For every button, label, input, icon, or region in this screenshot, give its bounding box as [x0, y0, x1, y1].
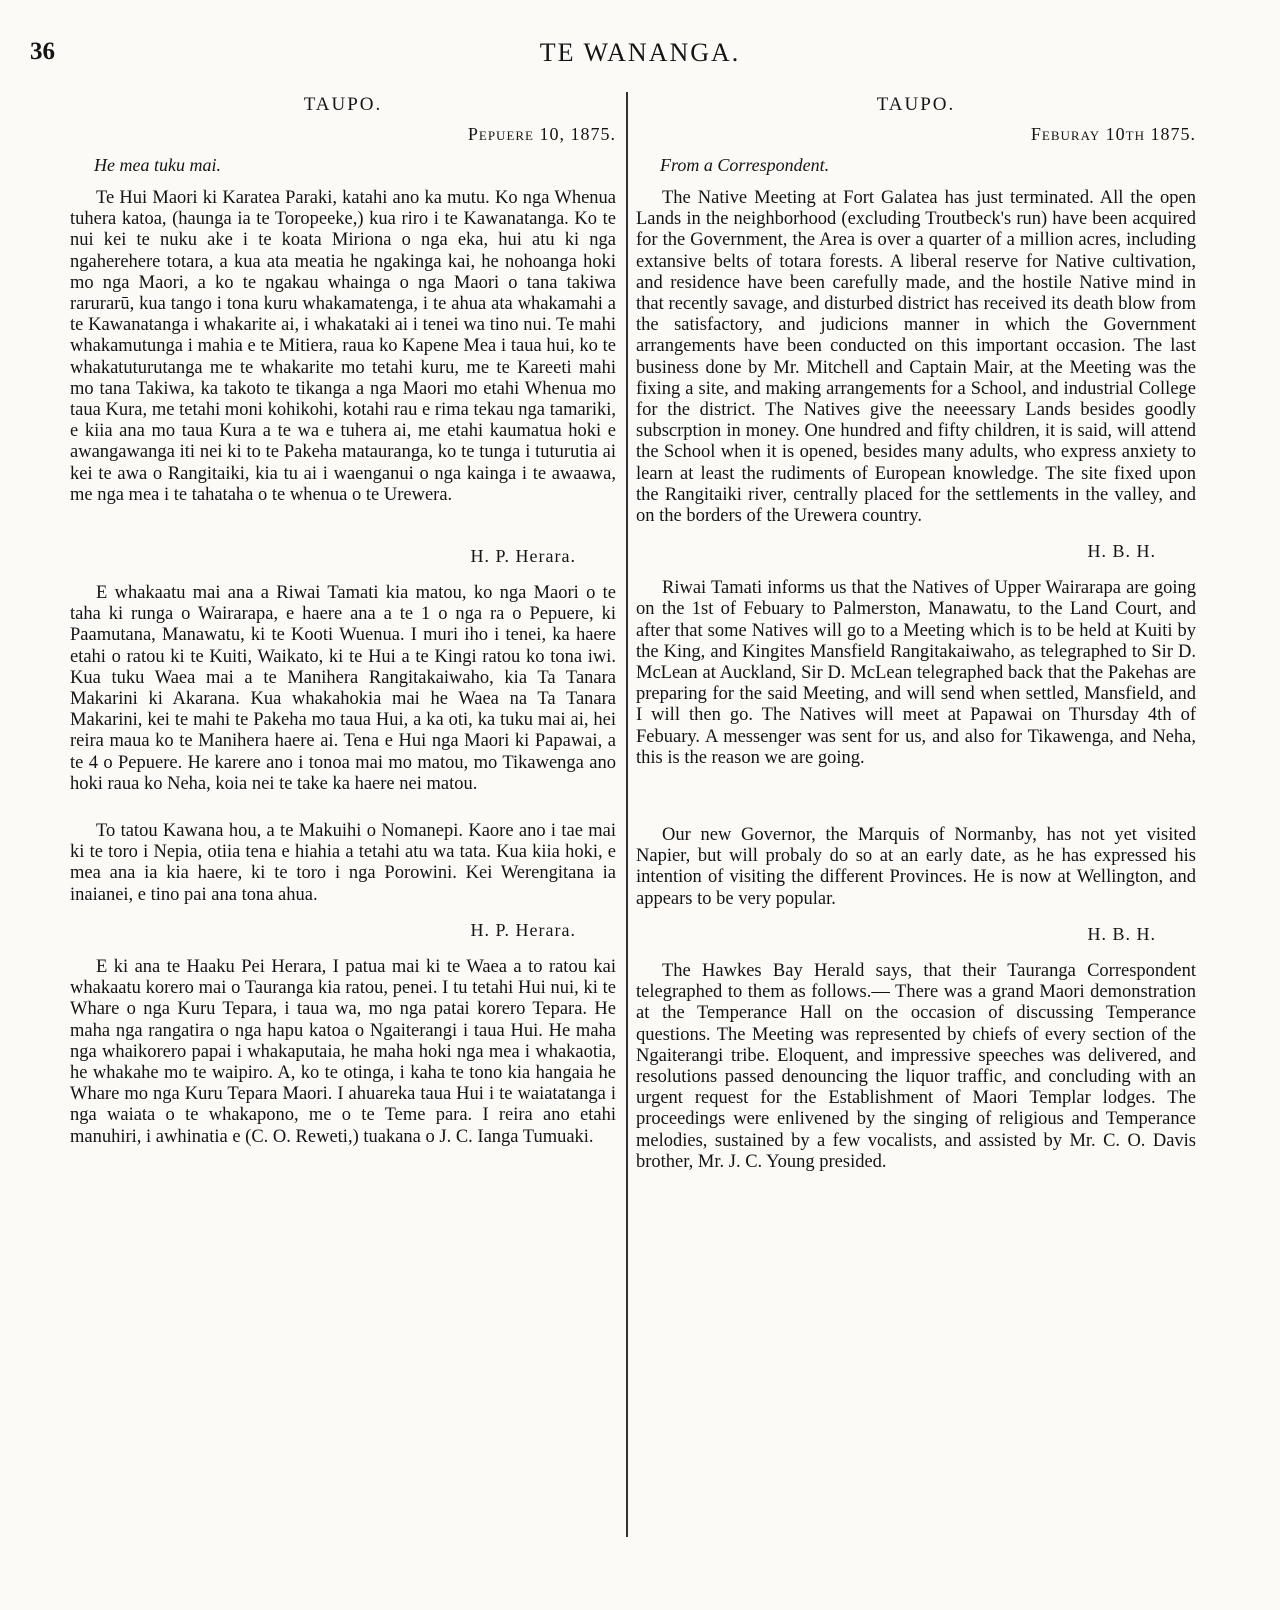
article-paragraph: Te Hui Maori ki Karatea Paraki, katahi ano ka mutu. Ko nga Whenua tuhera katoa, (haunga ia te Toropeeke,) kua riro i te Kawanatanga. Ko te nui kei te nuku ake i te koata Miriona o nga eka, hui atu ki nga ngaherehere totara, a kua ata meatia he ngakinga kai, he nohoanga hoki mo nga Maori, a ko te ngakau whainga o nga Maori o tana takiwa rarurarū, kua tango i tona kuru whakamatenga, i te ahua ata whakamahi a te Kawanatanga i whakarite ai, i whakataki ai i tenei wa tino nui. Te mahi whakamutunga i mahia e te Mitiera, raua ko Kapene Mea i taua hui, ko te whakatuturutanga me te whakarite mo tetahi kuru, me te Kareeti mahi mo tana Takiwa, ka takoto te tikanga a nga Maori mo etahi Whenua mo taua Kura, me tetahi moni kohikohi, kotahi rau e rima tekau nga tamariki, e kiia ana mo taua Kura a te wa e tuhera ai, me etahi kaumatua hoki e awangawanga iti nei ki to te Pakeha matauranga, ko te tunga i tuturutia ai kei te awa o Rangitaiki, kia tu ai i waenganui o nga kainga i te awaawa, me nga mea i te tahataha o te whenua o te Urewera. — [70, 188, 616, 505]
signature: H. B. H. — [1087, 923, 1156, 944]
section-place: TAUPO. — [876, 94, 956, 115]
column-divider — [626, 92, 628, 1537]
section-place: TAUPO. — [303, 94, 383, 115]
page-number: 36 — [30, 38, 55, 65]
section-date: Feburay 10th 1875. — [1030, 124, 1196, 144]
section-date: Pepuere 10, 1875. — [467, 124, 616, 144]
article-paragraph: The Native Meeting at Fort Galatea has just terminated. All the open Lands in the neighborhood (excluding Troutbeck's run) have been acquired for the Government, the Area is over a quarter of a million acres, including extansive belts of totara forests. A liberal reserve for Native cultivation, and residence have been carefully made, and the hostile Native mind in that recently savage, and disturbed district has received its death blow from the satisfactory, and judicions manner in which the Government arrangements have been conducted on this important occasion. The last business done by Mr. Mitchell and Captain Mair, at the Meeting was the fixing a site, and making arrangements for a School, and industrial College for the district. The Natives give the neeessary Lands besides goodly subscrption in money. One hundred and fifty children, it is said, will attend the School when it is opened, besides many adults, who express anxiety to learn at least the rudiments of European knowledge. The site fixed upon the Rangitaiki river, centrally placed for the settlements in the valley, and on the borders of the Urewera country. — [636, 188, 1196, 527]
signature: H. B. H. — [1087, 541, 1156, 562]
signature: H. P. Herara. — [470, 546, 576, 567]
article-paragraph: E whakaatu mai ana a Riwai Tamati kia matou, ko nga Maori o te taha ki runga o Wairarapa, e haere ana a te 1 o nga ra o Pepuere, ki Paamutana, Manawatu, ki te Kooti Wuenua. I muri iho i tenei, ka haere etahi o ratou ki te Kuiti, Waikato, ki te Hui a te Kingi ratou ko tona iwi. Kua tuku Waea mai a te Manihera Rangitakaiwaho, kia Ta Tanara Makarini ki Akarana. Kua whakahokia mai he Waea na Ta Tanara Makarini, kei te mahi te Pakeha mo taua Hui, a ka oti, ka tuku mai ai, hei reira maua ko te Manihera haere ai. Tena e Hui nga Maori ki Papawai, a te 4 o Pepuere. He karere ano i tonoa mai mo matou, mo Tikawenga ano hoki raua ko Neha, koia nei te take ka haere nei matou. — [70, 583, 616, 794]
article-paragraph: The Hawkes Bay Herald says, that their Tauranga Correspondent telegraphed to them as follows.— There was a grand Maori demonstration at the Temperance Hall on the occasion of discussing Temperance questions. The Meeting was represented by chiefs of every section of the Ngaiterangi tribe. Eloquent, and impressive speeches was delivered, and resolutions passed denouncing the liquor traffic, and concluding with an urgent request for the Establishment of Maori Templar lodges. The proceedings were enlivened by the singing of religious and Temperance melodies, sustained by a few vocalists, and assisted by Mr. C. O. Davis brother, Mr. J. C. Young presided. — [636, 960, 1196, 1172]
byline: He mea tuku mai. — [94, 155, 221, 175]
signature: H. P. Herara. — [470, 919, 576, 940]
article-paragraph: E ki ana te Haaku Pei Herara, I patua mai ki te Waea a to ratou kai whakaatu korero mai o Tauranga kia ratou, penei. I tu tetahi Hui nui, ki te Whare o nga Kuru Tepara, i taua wa, mo nga patai korero Tepara. He maha nga rangatira o nga hapu katoa o Ngaiterangi i taua Hui. He maha nga whaikorero papai i whakaputaia, he maha hoki nga mea i whakaotia, he whakahe mo te waipiro. A, ko te otinga, i kaha te tono kia hangaia he Whare mo nga Kuru Tepara Maori. I ahuareka taua Hui i te waiatatanga i nga waiata o te whakapono, me o te Teme para. I reira ano etahi manuhiri, i awhinatia e (C. O. Reweti,) tuakana o J. C. Ianga Tumuaki. — [70, 956, 616, 1147]
article-paragraph: Our new Governor, the Marquis of Normanby, has not yet visited Napier, but will probaly do so at an early date, as he has expressed his intention of visiting the different Provinces. He is now at Wellington, and appears to be very popular. — [636, 825, 1196, 909]
newspaper-title: TE WANANGA. — [539, 38, 741, 67]
byline: From a Correspondent. — [660, 155, 830, 175]
article-paragraph: To tatou Kawana hou, a te Makuihi o Nomanepi. Kaore ano i tae mai ki te toro i Nepia, otiia tena e hiahia a tetahi atu wa tata. Kua kiia hoki, e mea ana ia kia haere, ki te toro i nga Porowini. Kei Werengitana ia inaianei, e tino pai ana tona ahua. — [70, 821, 616, 905]
maori-column — [70, 88, 616, 1148]
english-column — [636, 88, 1196, 1173]
article-paragraph: Riwai Tamati informs us that the Natives of Upper Wairarapa are going on the 1st of Febuary to Palmerston, Manawatu, to the Land Court, and after that some Natives will go to a Meeting which is to be held at Kuiti by the King, and Kingites Mansfield Rangitakaiwaho, as telegraphed to Sir D. McLean at Auckland, Sir D. McLean telegraphed back that the Pakehas are preparing for the said Meeting, and will send when settled, Mansfield, and I will then go. The Natives will meet at Papawai on Thursday 4th of Febuary. A messenger was sent for us, and also for Tikawenga, and Neha, this is the reason we are going. — [636, 578, 1196, 768]
